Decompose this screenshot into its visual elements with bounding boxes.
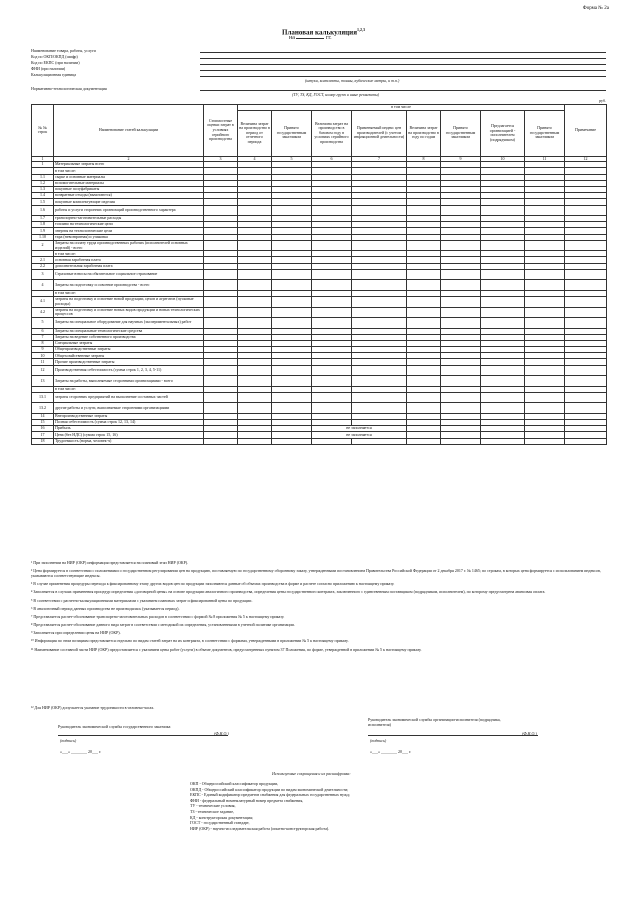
row-name: энергия на технологические цели — [54, 228, 204, 234]
row-name: основная заработная плата — [54, 257, 204, 263]
table-cell[interactable] — [238, 269, 272, 280]
table-cell[interactable] — [481, 392, 525, 403]
footnote: ¹ При заполнении на НИР (ОКР) информация представляется на плановый этап НИР (ОКР). — [31, 560, 189, 565]
row-name: покупные полуфабрикаты — [54, 186, 204, 192]
table-cell[interactable] — [481, 297, 525, 308]
table-cell[interactable] — [238, 280, 272, 291]
field-label-unit: Калькуляционная единица — [31, 72, 77, 77]
row-number: 10 — [32, 353, 54, 359]
row-number: 18 — [32, 438, 54, 444]
table-cell[interactable] — [565, 376, 607, 387]
legend-item: ТУ - технические условия, — [190, 803, 236, 809]
row-number: 1 — [32, 162, 54, 168]
table-cell[interactable] — [525, 297, 565, 308]
table-cell[interactable] — [525, 318, 565, 329]
col-header-remarks: Примечание — [565, 105, 607, 157]
table-cell[interactable] — [565, 297, 607, 308]
table-cell[interactable] — [441, 438, 481, 444]
row-name: Внепроизводственные затраты — [54, 413, 204, 419]
row-number: 2.1 — [32, 257, 54, 263]
col-header-4: Принято государственным заказчиком — [272, 110, 312, 156]
table-cell[interactable] — [238, 392, 272, 403]
table-cell[interactable] — [204, 365, 238, 376]
table-cell[interactable] — [272, 280, 312, 291]
table-cell[interactable] — [441, 392, 481, 403]
table-cell[interactable] — [565, 318, 607, 329]
col-header-number: № № строк — [32, 105, 54, 157]
row-number: 1.9 — [32, 228, 54, 234]
table-cell[interactable] — [312, 403, 352, 414]
table-cell[interactable] — [352, 403, 407, 414]
row-name: Затраты на подготовку и освоение производства - всего — [54, 280, 204, 291]
row-number: 8 — [32, 340, 54, 346]
table-cell[interactable] — [352, 392, 407, 403]
row-name: Затраты на ведение собственного производства — [54, 334, 204, 340]
table-cell[interactable] — [565, 269, 607, 280]
table-cell[interactable] — [481, 307, 525, 318]
table-cell[interactable] — [204, 392, 238, 403]
footnote: ³ В случае применения процедуры перехода к фиксированному этапу других видов цен по продукции заполняются данные об объемах производства в форме и расчете согласно приложению к настоящему приказу. — [31, 581, 395, 587]
table-row — [32, 205, 607, 216]
table-cell[interactable] — [238, 438, 272, 444]
row-name: работы и услуги сторонних организаций производственного характера — [54, 205, 204, 216]
table-cell[interactable] — [525, 240, 565, 251]
field-line-fni[interactable] — [200, 70, 606, 71]
table-cell[interactable] — [441, 297, 481, 308]
signature-left-name-hint: (Ф.И.О.) — [214, 731, 229, 736]
table-cell[interactable] — [272, 403, 312, 414]
table-cell[interactable] — [565, 240, 607, 251]
table-cell[interactable] — [441, 403, 481, 414]
row-number: 14 — [32, 413, 54, 419]
row-number: 4.2 — [32, 307, 54, 318]
table-cell[interactable] — [312, 392, 352, 403]
table-cell[interactable] — [272, 205, 312, 216]
col-header-serial-estimate: Стоимостные оценки затрат в условиях серийного производства — [204, 105, 238, 157]
col-header-10: Принято государственным заказчиком — [525, 110, 565, 156]
row-name: дополнительная заработная плата — [54, 263, 204, 269]
field-line-docs[interactable] — [200, 90, 606, 91]
table-cell[interactable] — [525, 403, 565, 414]
footnote: ⁶ В аналогичный период данных производства не производилась (указывается период). — [31, 605, 180, 611]
row-name: Общехозяйственные затраты — [54, 353, 204, 359]
field-label-product: Наименование товара, работы, услуги — [31, 48, 96, 53]
row-number: 2 — [32, 240, 54, 251]
row-note: не заполняется — [312, 432, 407, 438]
table-row — [32, 376, 607, 387]
unit-rub: руб. — [599, 98, 606, 103]
table-cell[interactable] — [238, 403, 272, 414]
table-cell[interactable] — [441, 365, 481, 376]
row-number: 9 — [32, 347, 54, 353]
table-cell[interactable] — [481, 438, 525, 444]
table-cell[interactable] — [312, 297, 352, 308]
table-cell[interactable] — [312, 365, 352, 376]
table-cell[interactable] — [204, 297, 238, 308]
footnote: ⁷ Представляется расчет-обоснование транспортно-заготовительных расходов в соответствии с формой № 8 приложения № 5 к настоящему приказу. — [31, 613, 285, 619]
field-line-okp[interactable] — [200, 58, 606, 59]
table-cell[interactable] — [352, 205, 407, 216]
table-cell[interactable] — [272, 307, 312, 318]
table-cell[interactable] — [204, 269, 238, 280]
row-number: 1.7 — [32, 216, 54, 222]
legend-item: ТЗ - техническое задание, — [190, 808, 234, 814]
table-cell[interactable] — [441, 205, 481, 216]
table-cell[interactable] — [441, 280, 481, 291]
row-number: 6 — [32, 328, 54, 334]
row-name: Полная себестоимость (сумма строк 12, 13, 14) — [54, 420, 204, 426]
table-cell[interactable] — [238, 318, 272, 329]
table-cell[interactable] — [352, 280, 407, 291]
column-number: 9 — [441, 156, 481, 162]
table-cell[interactable] — [525, 365, 565, 376]
row-name: Затраты на оплату труда производственных рабочих (исполнителей основных изделий) - всего — [54, 240, 204, 251]
row-number: 1.1 — [32, 174, 54, 180]
footnote: ² Цена формируется в соответствии с положениями о государственном регулировании цен на продукцию, поставляемую по государственному оборонному заказу, утвержденными постановлением Правительства Российской Федерации от 2 декабря 2017 г. № 1465; по строкам, в которых цена формируется с использованием индексов, указываются соответствующие индексы. — [31, 568, 601, 578]
legend-item: ГОСТ - государственный стандарт, — [190, 820, 250, 826]
row-name: Прибыль — [54, 426, 204, 432]
table-row — [32, 240, 607, 251]
row-name: Затраты на специальное оборудование для научных (экспериментальных) работ — [54, 318, 204, 329]
table-cell[interactable] — [525, 438, 565, 444]
table-cell[interactable] — [525, 280, 565, 291]
col-header-name: Наименование статей калькуляции — [54, 105, 204, 157]
hint-docs: (ТУ, ТЗ, КД, ГОСТ, номер групп и иные реквизиты) — [292, 92, 380, 97]
col-header-7: Величина затрат на производство в году по годам — [407, 110, 441, 156]
table-row — [32, 318, 607, 329]
signature-right-title-1 — [368, 717, 518, 727]
field-label-ekps: Код по ЕКПС (при наличии) — [31, 60, 80, 65]
table-cell[interactable] — [312, 376, 352, 387]
abbreviation-legend — [190, 781, 490, 831]
field-label-fni: ФНИ (при наличии) — [31, 66, 66, 71]
table-cell[interactable] — [407, 392, 441, 403]
row-name: Затраты на специальные технологические средства — [54, 328, 204, 334]
row-number: 1.5 — [32, 199, 54, 205]
table-cell[interactable] — [204, 205, 238, 216]
calculation-table — [31, 104, 607, 445]
table-cell[interactable] — [565, 307, 607, 318]
table-cell[interactable] — [312, 318, 352, 329]
table-cell[interactable] — [565, 280, 607, 291]
table-cell[interactable] — [352, 318, 407, 329]
col-header-3: Величина затрат на производство в период от отчетного периода — [238, 110, 272, 156]
table-cell[interactable] — [441, 269, 481, 280]
row-name: затраты сторонних предприятий на выполнение составных частей — [54, 392, 204, 403]
table-cell[interactable] — [204, 438, 238, 444]
column-number: 2 — [54, 156, 204, 162]
table-cell[interactable] — [407, 403, 441, 414]
table-cell[interactable] — [272, 392, 312, 403]
row-number: 13.2 — [32, 403, 54, 414]
table-cell[interactable] — [312, 307, 352, 318]
table-cell[interactable] — [272, 438, 312, 444]
row-name: затраты на подготовку и освоение новых видов продукции и новых технологических процессов — [54, 307, 204, 318]
row-name: в том числе: — [54, 290, 204, 296]
table-row — [32, 403, 607, 414]
table-cell[interactable] — [272, 297, 312, 308]
table-cell[interactable] — [481, 280, 525, 291]
row-number: 13 — [32, 376, 54, 387]
field-label-docs: Нормативно-технологическая документация — [31, 86, 107, 91]
legend-item: ФНИ - федеральный номенклатурный номер предмета снабжения, — [190, 797, 304, 803]
column-number: 10 — [481, 156, 525, 162]
signature-right-line[interactable] — [368, 735, 538, 736]
table-cell[interactable] — [238, 307, 272, 318]
table-cell[interactable] — [238, 240, 272, 251]
table-cell[interactable] — [565, 392, 607, 403]
row-number: 17 — [32, 432, 54, 438]
row-number: 4 — [32, 280, 54, 291]
table-cell[interactable] — [352, 297, 407, 308]
signature-left-line[interactable] — [58, 735, 228, 736]
table-cell[interactable] — [312, 240, 352, 251]
row-name: вспомогательные материалы — [54, 180, 204, 186]
legend-title: Используемые сокращения и их расшифровка: — [272, 771, 351, 776]
table-cell[interactable] — [565, 403, 607, 414]
table-cell[interactable] — [565, 438, 607, 444]
table-row — [32, 438, 607, 444]
row-number: 1.3 — [32, 186, 54, 192]
table-row — [32, 269, 607, 280]
row-number: 15 — [32, 420, 54, 426]
row-number: 12 — [32, 365, 54, 376]
col-header-9: Предлагается организацией - исполнителем (подрядчиком) — [481, 110, 525, 156]
table-cell[interactable] — [441, 240, 481, 251]
title-years: гг. — [325, 35, 332, 41]
legend-item: ОКП - Общероссийский классификатор продукции, — [190, 781, 279, 786]
signature-right-sign-hint: (подпись) — [370, 738, 387, 743]
table-cell[interactable] — [407, 307, 441, 318]
table-row — [32, 297, 607, 308]
row-number: 2.2 — [32, 263, 54, 269]
row-name: сырье и основные материалы — [54, 174, 204, 180]
table-cell[interactable] — [204, 280, 238, 291]
row-number: 1.8 — [32, 222, 54, 228]
table-row — [32, 280, 607, 291]
table-cell[interactable] — [407, 297, 441, 308]
table-row — [32, 392, 607, 403]
footnote: ¹¹ Наименование составной части НИР (ОКР) предоставляется с указанием цены работ (услуги) в объеме документов, предусмотренных пунктом 37 Положения, по форме, утвержденной в приложении № 5 к настоящему приказу. — [31, 646, 422, 652]
row-name: Производственная себестоимость (сумма строк 1, 2, 3, 4, 5-11) — [54, 365, 204, 376]
table-cell[interactable] — [204, 403, 238, 414]
table-cell[interactable] — [272, 240, 312, 251]
table-cell[interactable] — [238, 205, 272, 216]
signature-right-name-hint: (Ф.И.О.) — [522, 731, 537, 736]
column-number: 12 — [565, 156, 607, 162]
title-text: Плановая калькуляция — [282, 28, 357, 37]
table-cell[interactable] — [481, 376, 525, 387]
row-number: 3 — [32, 269, 54, 280]
signature-right-title: Руководитель экономической службы организации-исполнителя (подрядчика, исполнителя) — [368, 717, 501, 727]
row-name: в том числе: — [54, 251, 204, 257]
table-cell[interactable] — [312, 438, 352, 444]
table-cell[interactable] — [312, 280, 352, 291]
row-name: Затраты на работы, выполняемые сторонними организациями - всего — [54, 376, 204, 387]
table-cell[interactable] — [352, 438, 407, 444]
table-cell[interactable] — [272, 365, 312, 376]
table-cell[interactable] — [204, 240, 238, 251]
table-cell[interactable] — [204, 376, 238, 387]
row-number: 4.1 — [32, 297, 54, 308]
table-cell[interactable] — [407, 269, 441, 280]
table-cell[interactable] — [352, 240, 407, 251]
table-cell[interactable] — [312, 205, 352, 216]
column-number: 11 — [525, 156, 565, 162]
row-name: другие работы и услуги, выполняемые сторонними организациями — [54, 403, 204, 414]
table-cell[interactable] — [481, 269, 525, 280]
row-name: в том числе: — [54, 168, 204, 174]
table-row — [32, 307, 607, 318]
row-name: Прочие производственные затраты — [54, 359, 204, 365]
footnotes — [31, 561, 606, 656]
table-cell[interactable] — [525, 307, 565, 318]
table-cell[interactable] — [565, 205, 607, 216]
footnote: ⁸ Представляется расчет-обоснование данного вида затрат в соответствии с методикой их определения, установленными в учетной политике организации. — [31, 622, 295, 628]
row-name: транспортно-заготовительные расходы — [54, 216, 204, 222]
row-number: 1.6 — [32, 205, 54, 216]
table-cell[interactable] — [407, 280, 441, 291]
table-cell[interactable] — [481, 318, 525, 329]
row-name: Трудоемкость (норма, человек-ч) — [54, 438, 204, 444]
column-number: 1 — [32, 156, 54, 162]
table-cell[interactable] — [238, 297, 272, 308]
row-name: в том числе: — [54, 386, 204, 392]
row-number: 1.10 — [32, 234, 54, 240]
table-cell[interactable] — [238, 376, 272, 387]
column-number: 3 — [204, 156, 238, 162]
table-cell[interactable] — [407, 240, 441, 251]
signature-left-title: Руководитель экономической службы государственного заказчика — [58, 724, 171, 729]
row-name: возвратные отходы (вычитаются) — [54, 193, 204, 199]
table-cell[interactable] — [407, 318, 441, 329]
table-cell[interactable] — [407, 376, 441, 387]
table-cell[interactable] — [525, 205, 565, 216]
table-cell[interactable] — [407, 205, 441, 216]
column-number: 4 — [238, 156, 272, 162]
title-period — [289, 35, 332, 42]
column-number: 8 — [407, 156, 441, 162]
row-name: Общепроизводственные затраты — [54, 347, 204, 353]
period-field[interactable] — [296, 38, 324, 39]
table-cell[interactable] — [204, 307, 238, 318]
field-line-product[interactable] — [200, 52, 606, 53]
row-note: не заполняется — [312, 426, 407, 432]
row-name: покупные комплектующие изделия — [54, 199, 204, 205]
form-label: Форма № 2а — [582, 6, 609, 11]
row-name: затраты на подготовку и освоение новой продукции, цехов и агрегатов (пусковые расходы) — [54, 297, 204, 308]
row-number: 7 — [32, 334, 54, 340]
table-cell[interactable] — [407, 438, 441, 444]
table-cell[interactable] — [441, 318, 481, 329]
column-number: 7 — [352, 156, 407, 162]
legend-item: ЕКПС - Единый кодификатор предметов снабжения для федеральных государственных нужд; — [190, 792, 350, 798]
table-cell[interactable] — [272, 376, 312, 387]
row-number: 1.2 — [32, 180, 54, 186]
footnote: ⁵ В соответствии с расчетно-калькуляционными материалами с указанием плановых затрат и фиксированной цены по продукции. — [31, 597, 253, 603]
table-cell[interactable] — [481, 205, 525, 216]
column-number: 5 — [272, 156, 312, 162]
field-label-okp: Код по ОКП/ОКПД (шифр) — [31, 54, 78, 59]
table-cell[interactable] — [481, 403, 525, 414]
column-number: 6 — [312, 156, 352, 162]
signature-left-sign-hint: (подпись) — [60, 738, 77, 743]
table-cell[interactable] — [407, 365, 441, 376]
title-on: на — [289, 35, 295, 41]
row-name: Страховые взносы на обязательное социальное страхование — [54, 269, 204, 280]
table-cell[interactable] — [312, 269, 352, 280]
table-cell[interactable] — [238, 365, 272, 376]
table-cell[interactable] — [272, 318, 312, 329]
table-cell[interactable] — [352, 365, 407, 376]
table-cell[interactable] — [352, 269, 407, 280]
footnote-hours: ¹² Для НИР (ОКР) допускается указание трудоемкости в человеко-часах. — [31, 705, 155, 710]
signature-right-date: «___» ________ 20___ г. — [370, 749, 412, 754]
table-cell[interactable] — [525, 376, 565, 387]
table-cell[interactable] — [525, 392, 565, 403]
table-cell[interactable] — [481, 365, 525, 376]
signature-left-date: «___» ________ 20___ г. — [60, 749, 102, 754]
legend-item: ОКПД - Общероссийский классификатор продукции по видам экономической деятельности; — [190, 786, 349, 792]
table-row — [32, 365, 607, 376]
table-cell[interactable] — [441, 376, 481, 387]
col-header-5: Величина затрат на производство в базовом году в условиях серийного производства — [312, 110, 352, 156]
legend-item: НИР (ОКР) - научно-исследовательская работа (опытно-конструкторская работа). — [190, 825, 330, 831]
footnote: ⁴ Заполняется в случаях применения процедур определения «договорной цены» на основе продукции аналогичного производства, определения цены государственного контракта, заключенного с единственным поставщиком (подрядчиком, исполнителем), по которому предусмотрена авансовая оплата. — [31, 589, 546, 595]
row-number: 1.4 — [32, 193, 54, 199]
row-number: 13.1 — [32, 392, 54, 403]
table-cell[interactable] — [352, 307, 407, 318]
row-name: Материальные затраты всего — [54, 162, 204, 168]
field-line-ekps[interactable] — [200, 64, 606, 65]
col-group-header: в том числе — [238, 105, 565, 111]
row-number: 16 — [32, 426, 54, 432]
row-number: 11 — [32, 359, 54, 365]
footnote: ⁹ Заполняется при определении цены на НИР (ОКР). — [31, 630, 121, 636]
table-cell[interactable] — [525, 269, 565, 280]
row-name: тара (невозвратная) и упаковка — [54, 234, 204, 240]
table-cell[interactable] — [481, 240, 525, 251]
col-header-6: Применяемый индекс цен производителей (с учетом инфляционной деятельности) — [352, 110, 407, 156]
footnote: ¹⁰ Информация по этим позициям представляется отдельно по видам статей затрат на их контракта, в соответствии с формами, утвержденными в приложении № 5 к настоящему приказу. — [31, 638, 349, 644]
row-number: 5 — [32, 318, 54, 329]
row-name: топливо на технологические цели — [54, 222, 204, 228]
legend-item: КД - конструкторская документация; — [190, 814, 254, 820]
col-header-8: Принято государственным заказчиком — [441, 110, 481, 156]
table-cell[interactable] — [204, 318, 238, 329]
field-line-unit[interactable] — [200, 76, 606, 77]
title-superscript: 1,2,3 — [357, 27, 365, 32]
table-cell[interactable] — [352, 376, 407, 387]
row-name: Цена (без НДС) (сумма строк 15, 16) — [54, 432, 204, 438]
row-name: Специальные затраты — [54, 340, 204, 346]
table-cell[interactable] — [272, 269, 312, 280]
table-cell[interactable] — [565, 365, 607, 376]
hint-unit: (штуки, комплекты, тонны, кубические метры, и т.п.) — [305, 78, 400, 83]
table-cell[interactable] — [441, 307, 481, 318]
calculation-body — [32, 162, 607, 445]
